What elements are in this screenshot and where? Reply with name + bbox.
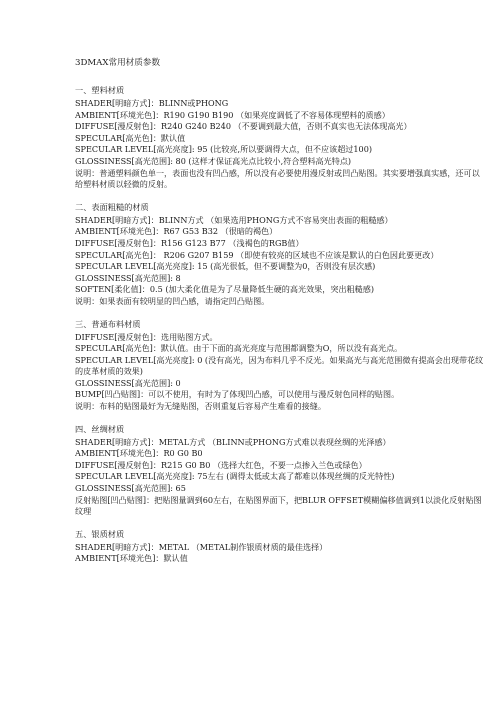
paragraph-line: 说明：普通塑料颜色单一，表面也没有凹凸感，所以没有必要使用漫反射或凹凸贴图。其实要增强真实感，还可以给塑料材质以轻微的反射。	[75, 167, 480, 190]
document-title: 3DMAX常用材质参数	[75, 58, 161, 68]
paragraph-line: GLOSSINESS[高光范围]: 65	[75, 483, 186, 494]
section-cloth	[75, 319, 485, 413]
section-plastic	[75, 85, 485, 191]
paragraph-line: SPECULAR[高光色]：默认值	[75, 132, 186, 143]
paragraph-line: AMBIENT[环境光色]：R0 G0 B0	[75, 448, 203, 459]
paragraph-line: SHADER[明暗方式]：METAL方式 （BLINN或PHONG方式难以表现丝绸的光泽感）	[75, 436, 391, 447]
paragraph-line: SOFTEN[柔化值]：0.5 (加大柔化值是为了尽量降低生硬的高光效果，突出粗糙感)	[75, 284, 374, 295]
paragraph-line: SPECULAR[高光色]： R206 G207 B159 （即使有较亮的区域也不应该是默认的白色因此要更改）	[75, 249, 439, 260]
section-heading: 五、银质材质	[75, 528, 125, 539]
section-heading: 二、表面粗糙的材质	[75, 201, 149, 212]
paragraph-line: SPECULAR LEVEL[高光亮度]: 75左右 (调得太低或太高了都难以体现丝绸的反光特性)	[75, 471, 395, 482]
section-silver	[75, 529, 485, 565]
paragraph-line: SHADER[明暗方式]：BLINN方式 （如果选用PHONG方式不容易突出表面的粗糙感）	[75, 214, 393, 225]
paragraph-line: GLOSSINESS[高光范围]: 80 (这样才保证高光点比较小,符合塑料高光特点)	[75, 155, 352, 166]
section-silk	[75, 424, 485, 518]
paragraph-line: GLOSSINESS[高光范围]: 8	[75, 272, 181, 283]
paragraph-line: SHADER[明暗方式]：BLINN或PHONG	[75, 98, 229, 108]
paragraph-line: SHADER[明暗方式]：METAL （METAL制作银质材质的最佳选择）	[75, 541, 328, 552]
document-page	[75, 58, 485, 576]
section-heading: 一、塑料材质	[75, 85, 125, 95]
paragraph-line: DIFFUSE[漫反射色]：选用贴图方式。	[75, 331, 218, 342]
paragraph-line: BUMP[凹凸贴图]：可以不使用，有时为了体现凹凸感，可以使用与漫反射色同样的贴图。	[75, 389, 400, 400]
paragraph-line: AMBIENT[环境光色]：默认值	[75, 553, 188, 564]
paragraph-line: 说明：如果表面有较明显的凹凸感，请指定凹凸贴图。	[75, 295, 270, 306]
section-heading: 四、丝绸材质	[75, 423, 125, 434]
section-rough-surface	[75, 202, 485, 308]
paragraph-line: DIFFUSE[漫反射色]：R240 G240 B240 （不要调到最大值，否则不真实也无法体现高光）	[75, 121, 412, 132]
paragraph-line: SPECULAR LEVEL[高光亮度]: 0 (没有高光，因为布料几乎不反光。如果高光与高光范围微有提高会出现带花纹的皮革材质的效果)	[75, 354, 484, 377]
section-heading: 三、普通布料材质	[75, 318, 141, 329]
paragraph-line: DIFFUSE[漫反射色]：R156 G123 B77 （浅褐色的RGB值）	[75, 237, 304, 248]
paragraph-line: DIFFUSE[漫反射色]：R215 G0 B0 （选择大红色，不要一点掺入兰色或绿色）	[75, 459, 367, 470]
paragraph-line: AMBIENT[环境光色]：R190 G190 B190 （如果亮度调低了不容易体现塑料的质感）	[75, 109, 390, 120]
paragraph-line: SPECULAR LEVEL[高光亮度]: 15 (高光很低，但不要调整为0，否则没有层次感)	[75, 261, 376, 272]
paragraph-line: GLOSSINESS[高光范围]: 0	[75, 377, 181, 388]
paragraph-line: AMBIENT[环境光色]：R67 G53 B32 （很暗的褐色）	[75, 226, 278, 237]
paragraph-line: 说明：布料的贴图最好为无缝贴图，否则重复后容易产生难看的接缝。	[75, 401, 326, 412]
paragraph-line: 反射贴图[凹凸贴图]：把贴图量调到60左右，在贴图界面下，把BLUR OFFSET模糊偏移值调到1以淡化反射贴图纹理	[75, 494, 482, 517]
paragraph-line: SPECULAR LEVEL[高光亮度]: 95 (比较亮,所以要调得大点，但不应该超过100)	[75, 144, 373, 155]
paragraph-line: SPECULAR[高光色]：默认值。由于下面的高光亮度与范围都调整为O，所以没有高光点。	[75, 343, 403, 354]
